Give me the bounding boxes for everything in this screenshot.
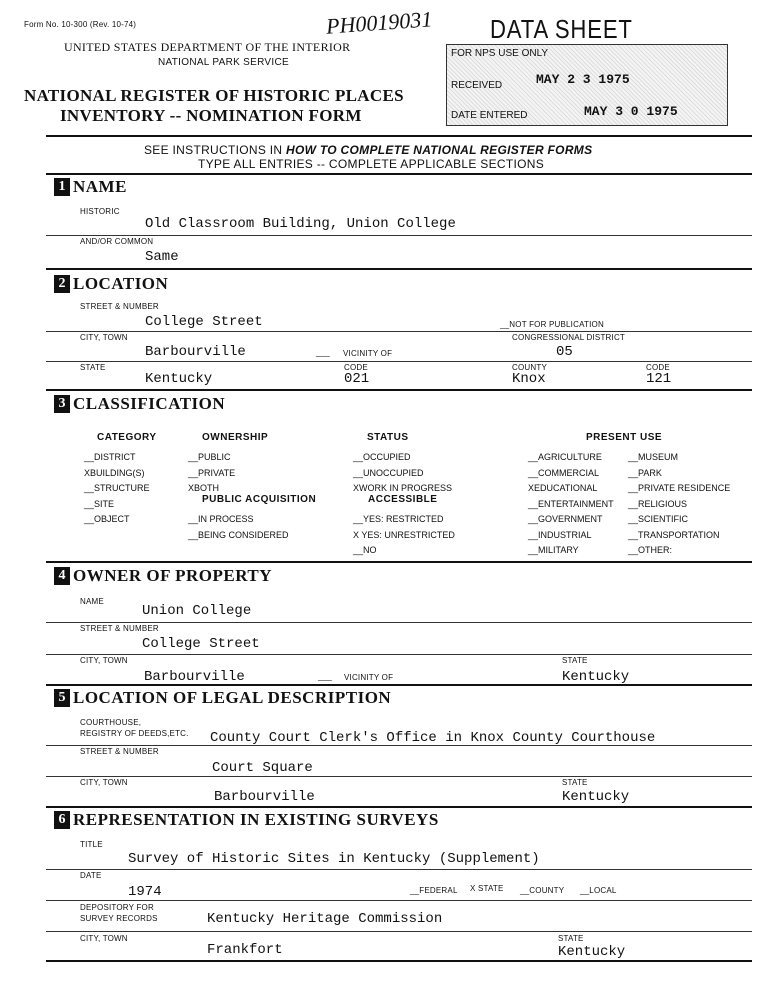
section-4-header: 4 OWNER OF PROPERTY (54, 566, 272, 586)
status-option: __OCCUPIED (353, 452, 411, 462)
nps-use-label: FOR NPS USE ONLY (451, 48, 549, 59)
acquisition-list (188, 512, 289, 543)
present-use-option: __PARK (628, 467, 662, 478)
present-use-option: __PRIVATE RESIDENCE (628, 483, 731, 493)
legal-street-value: Court Square (212, 760, 313, 776)
accessible-option: X YES: UNRESTRICTED (353, 529, 455, 540)
survey-date-label: DATE (80, 871, 102, 880)
ownership-heading: OWNERSHIP (202, 432, 269, 443)
category-option: __SITE (84, 498, 115, 509)
present-use-option: __ENTERTAINMENT (528, 498, 614, 509)
registry-value: County Court Clerk's Office in Knox County Courthouse (210, 730, 656, 746)
legal-city-value: Barbourville (214, 789, 315, 805)
owner-street-value: College Street (142, 636, 260, 652)
depository-label: DEPOSITORY FOR (80, 903, 154, 912)
legal-city-label: CITY, TOWN (80, 778, 128, 787)
survey-city-value: Frankfort (207, 942, 283, 958)
present-use-option: __COMMERCIAL (528, 467, 600, 478)
data-sheet-title: DATA SHEET (490, 14, 633, 44)
present-use-list-1 (528, 450, 614, 559)
street-value: College Street (145, 314, 263, 330)
vicinity-mark: ___ (316, 348, 330, 357)
agency-name: UNITED STATES DEPARTMENT OF THE INTERIOR (64, 40, 351, 54)
ownership-list (188, 450, 235, 497)
not-for-publication: __NOT FOR PUBLICATION (500, 320, 604, 329)
owner-street-label: STREET & NUMBER (80, 624, 159, 633)
depository-value: Kentucky Heritage Commission (207, 911, 443, 927)
present-use-option: __OTHER: (628, 545, 673, 555)
received-label: RECEIVED (451, 80, 503, 91)
public-acquisition-heading: PUBLIC ACQUISITION (202, 494, 317, 505)
local-option: __LOCAL (580, 886, 617, 895)
category-list (84, 450, 150, 528)
county-code-value: 121 (646, 371, 672, 387)
state-code-label: CODE (344, 363, 368, 372)
present-use-option: __MUSEUM (628, 452, 679, 462)
ownership-option: __PUBLIC (188, 452, 231, 462)
instructions-line-1: SEE INSTRUCTIONS IN HOW TO COMPLETE NATIONAL REGISTER FORMS (144, 143, 593, 157)
acquisition-option: __BEING CONSIDERED (188, 529, 289, 540)
section-3-header: 3 CLASSIFICATION (54, 394, 225, 414)
county-value: Knox (512, 371, 546, 387)
county-option: __COUNTY (520, 886, 565, 895)
accessible-list (353, 512, 455, 559)
federal-option: __FEDERAL (410, 886, 458, 895)
survey-state-value: Kentucky (558, 944, 626, 960)
section-5-header: 5 LOCATION OF LEGAL DESCRIPTION (54, 688, 391, 708)
present-use-option: __RELIGIOUS (628, 498, 688, 509)
acquisition-option: __IN PROCESS (188, 514, 254, 524)
state-code-value: 021 (344, 371, 370, 387)
status-option: XWORK IN PROGRESS (353, 483, 453, 493)
category-option: __STRUCTURE (84, 483, 150, 493)
present-use-option: __AGRICULTURE (528, 452, 602, 462)
owner-vicinity-mark: ___ (318, 672, 332, 681)
section-6-header: 6 REPRESENTATION IN EXISTING SURVEYS (54, 810, 439, 830)
category-option: __DISTRICT (84, 452, 136, 462)
status-heading: STATUS (367, 432, 409, 443)
accessible-option: __YES: RESTRICTED (353, 514, 444, 524)
owner-city-value: Barbourville (144, 669, 245, 685)
survey-title-label: TITLE (80, 840, 103, 849)
received-stamp: MAY 2 3 1975 (536, 72, 630, 87)
owner-name-value: Union College (142, 603, 252, 619)
owner-state-label: STATE (562, 656, 588, 665)
status-list (353, 450, 452, 497)
state-option: X STATE (470, 884, 504, 893)
county-code-label: CODE (646, 363, 670, 372)
present-use-list-2 (628, 450, 730, 559)
section-2-header: 2 LOCATION (54, 274, 168, 294)
registry-label: REGISTRY OF DEEDS,ETC. (80, 729, 189, 738)
common-name-label: AND/OR COMMON (80, 237, 154, 246)
city-value: Barbourville (145, 344, 246, 360)
owner-city-label: CITY, TOWN (80, 656, 128, 665)
legal-street-label: STREET & NUMBER (80, 747, 159, 756)
owner-vicinity-label: VICINITY OF (344, 673, 394, 682)
present-use-option: XEDUCATIONAL (528, 483, 598, 493)
category-option: __OBJECT (84, 514, 130, 524)
survey-city-label: CITY, TOWN (80, 934, 128, 943)
state-label: STATE (80, 363, 106, 372)
present-use-option: __GOVERNMENT (528, 514, 603, 524)
present-use-option: __MILITARY (528, 545, 579, 555)
street-label: STREET & NUMBER (80, 302, 159, 311)
present-use-option: __INDUSTRIAL (528, 529, 592, 540)
state-value: Kentucky (145, 371, 213, 387)
historic-name-value: Old Classroom Building, Union College (145, 216, 456, 232)
survey-date-value: 1974 (128, 884, 162, 900)
legal-state-value: Kentucky (562, 789, 630, 805)
ownership-option: XBOTH (188, 483, 220, 493)
city-label: CITY, TOWN (80, 333, 128, 342)
present-use-option: __TRANSPORTATION (628, 529, 720, 540)
owner-name-label: NAME (80, 597, 104, 606)
form-title-line-1: NATIONAL REGISTER OF HISTORIC PLACES (24, 86, 404, 105)
date-entered-label: DATE ENTERED (451, 110, 528, 121)
survey-title-value: Survey of Historic Sites in Kentucky (Supplement) (128, 851, 540, 867)
ownership-option: __PRIVATE (188, 467, 236, 478)
service-name: NATIONAL PARK SERVICE (158, 57, 289, 68)
legal-state-label: STATE (562, 778, 588, 787)
handwritten-id: PH0019031 (325, 6, 434, 39)
accessible-heading: ACCESSIBLE (368, 494, 438, 505)
instructions-line-2: TYPE ALL ENTRIES -- COMPLETE APPLICABLE SECTIONS (198, 157, 545, 171)
congressional-district-value: 05 (556, 344, 573, 360)
survey-records-label: SURVEY RECORDS (80, 914, 158, 923)
historic-label: HISTORIC (80, 207, 120, 216)
courthouse-label: COURTHOUSE, (80, 718, 142, 727)
present-use-option: __SCIENTIFIC (628, 514, 689, 524)
status-option: __UNOCCUPIED (353, 467, 424, 478)
accessible-option: __NO (353, 545, 377, 555)
owner-state-value: Kentucky (562, 669, 630, 685)
form-number: Form No. 10-300 (Rev. 10-74) (24, 20, 137, 29)
county-label: COUNTY (512, 363, 547, 372)
section-1-header: 1 NAME (54, 177, 127, 197)
category-heading: CATEGORY (97, 432, 157, 443)
date-entered-stamp: MAY 3 0 1975 (584, 104, 678, 119)
category-option: XBUILDING(S) (84, 467, 145, 478)
present-use-heading: PRESENT USE (586, 432, 663, 443)
congressional-district-label: CONGRESSIONAL DISTRICT (512, 333, 626, 342)
vicinity-label: VICINITY OF (343, 349, 393, 358)
form-title-line-2: INVENTORY -- NOMINATION FORM (60, 106, 362, 125)
survey-state-label: STATE (558, 934, 584, 943)
common-name-value: Same (145, 249, 179, 265)
